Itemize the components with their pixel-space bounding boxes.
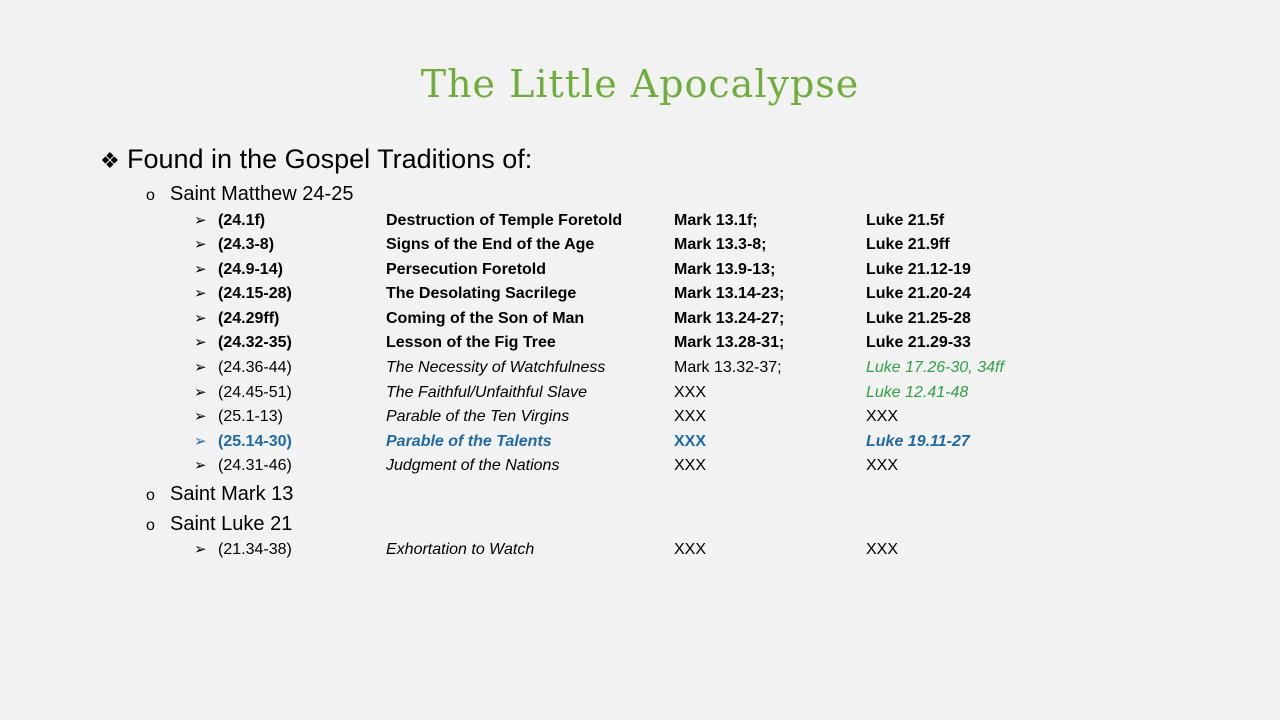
table-row bbox=[0, 282, 1280, 306]
table-row bbox=[0, 209, 1280, 233]
arrow-bullet-icon: ➢ bbox=[194, 359, 207, 376]
arrow-bullet-icon: ➢ bbox=[194, 310, 207, 327]
pericope-title: Lesson of the Fig Tree bbox=[386, 334, 556, 351]
heading-text: Found in the Gospel Traditions of: bbox=[127, 144, 533, 174]
mark-parallel: Mark 13.24-27; bbox=[674, 310, 785, 327]
pericope-title: Persecution Foretold bbox=[386, 261, 547, 278]
luke-parallel: Luke 21.5f bbox=[866, 212, 945, 229]
luke-parallel: Luke 19.11-27 bbox=[866, 433, 970, 450]
arrow-bullet-icon: ➢ bbox=[194, 457, 207, 474]
pericope-title: Coming of the Son of Man bbox=[386, 310, 585, 327]
matthew-ref: (24.36-44) bbox=[218, 359, 292, 376]
luke-ref: (21.34-38) bbox=[218, 541, 292, 558]
mark-parallel: XXX bbox=[674, 433, 707, 450]
luke-parallel: Luke 21.20-24 bbox=[866, 285, 971, 302]
matthew-ref: (24.15-28) bbox=[218, 285, 292, 302]
luke-parallel: Luke 17.26-30, 34ff bbox=[866, 359, 1004, 376]
section-label: Saint Luke 21 bbox=[170, 513, 293, 535]
table-row bbox=[0, 430, 1280, 454]
table-row bbox=[0, 258, 1280, 282]
mark-parallel: XXX bbox=[674, 541, 707, 558]
table-row bbox=[0, 307, 1280, 331]
circle-bullet-icon: o bbox=[146, 487, 155, 504]
mark-parallel: Mark 13.3-8; bbox=[674, 236, 767, 253]
matthew-ref: (25.1-13) bbox=[218, 408, 283, 425]
table-row bbox=[0, 454, 1280, 478]
matthew-ref: (24.29ff) bbox=[218, 310, 280, 327]
matthew-ref: (24.32-35) bbox=[218, 334, 292, 351]
matthew-ref: (24.3-8) bbox=[218, 236, 275, 253]
section-matthew bbox=[146, 181, 353, 209]
pericope-title: The Desolating Sacrilege bbox=[386, 285, 577, 302]
table-row bbox=[0, 356, 1280, 380]
mark-parallel: Mark 13.28-31; bbox=[674, 334, 785, 351]
mark-parallel: XXX bbox=[674, 408, 707, 425]
mark-parallel: Mark 13.14-23; bbox=[674, 285, 785, 302]
arrow-bullet-icon: ➢ bbox=[194, 334, 207, 351]
section-label: Saint Mark 13 bbox=[170, 483, 294, 505]
arrow-bullet-icon: ➢ bbox=[194, 261, 207, 278]
table-row bbox=[0, 538, 1280, 562]
matthew-ref: (24.1f) bbox=[218, 212, 266, 229]
luke-parallel: XXX bbox=[866, 457, 899, 474]
matthew-ref: (25.14-30) bbox=[218, 433, 292, 450]
arrow-bullet-icon: ➢ bbox=[194, 236, 207, 253]
luke-parallel: Luke 21.12-19 bbox=[866, 261, 971, 278]
diamond-bullet-icon: ❖ bbox=[100, 148, 120, 173]
section-luke bbox=[146, 511, 292, 539]
mark-parallel: Mark 13.1f; bbox=[674, 212, 758, 229]
pericope-title: Judgment of the Nations bbox=[386, 457, 560, 474]
arrow-bullet-icon: ➢ bbox=[194, 408, 207, 425]
luke-parallel: XXX bbox=[866, 408, 899, 425]
table-row bbox=[0, 381, 1280, 405]
mark-parallel: XXX bbox=[674, 457, 707, 474]
luke-parallel: Luke 21.25-28 bbox=[866, 310, 971, 327]
circle-bullet-icon: o bbox=[146, 517, 155, 534]
pericope-title: Signs of the End of the Age bbox=[386, 236, 595, 253]
arrow-bullet-icon: ➢ bbox=[194, 384, 207, 401]
pericope-title: The Necessity of Watchfulness bbox=[386, 359, 606, 376]
section-label: Saint Matthew 24-25 bbox=[170, 183, 354, 205]
heading-found-in bbox=[100, 142, 532, 178]
pericope-title: Parable of the Ten Virgins bbox=[386, 408, 570, 425]
arrow-bullet-icon: ➢ bbox=[194, 541, 207, 558]
arrow-bullet-icon: ➢ bbox=[194, 285, 207, 302]
mark-parallel: XXX bbox=[674, 384, 707, 401]
matthew-ref: (24.9-14) bbox=[218, 261, 283, 278]
table-row bbox=[0, 233, 1280, 257]
table-row bbox=[0, 405, 1280, 429]
mark-parallel: Mark 13.32-37; bbox=[674, 359, 782, 376]
pericope-title: Exhortation to Watch bbox=[386, 541, 535, 558]
luke-parallel: Luke 21.29-33 bbox=[866, 334, 971, 351]
matthew-ref: (24.45-51) bbox=[218, 384, 292, 401]
arrow-bullet-icon: ➢ bbox=[194, 433, 207, 450]
pericope-title: Destruction of Temple Foretold bbox=[386, 212, 623, 229]
arrow-bullet-icon: ➢ bbox=[194, 212, 207, 229]
pericope-title: The Faithful/Unfaithful Slave bbox=[386, 384, 587, 401]
luke-parallel: XXX bbox=[866, 541, 899, 558]
matthew-ref: (24.31-46) bbox=[218, 457, 292, 474]
table-row bbox=[0, 331, 1280, 355]
luke-parallel: Luke 21.9ff bbox=[866, 236, 950, 253]
mark-parallel: Mark 13.9-13; bbox=[674, 261, 776, 278]
luke-parallel: Luke 12.41-48 bbox=[866, 384, 969, 401]
circle-bullet-icon: o bbox=[146, 187, 155, 204]
pericope-title: Parable of the Talents bbox=[386, 433, 552, 450]
slide-title: The Little Apocalypse bbox=[420, 62, 860, 106]
section-mark bbox=[146, 481, 293, 509]
